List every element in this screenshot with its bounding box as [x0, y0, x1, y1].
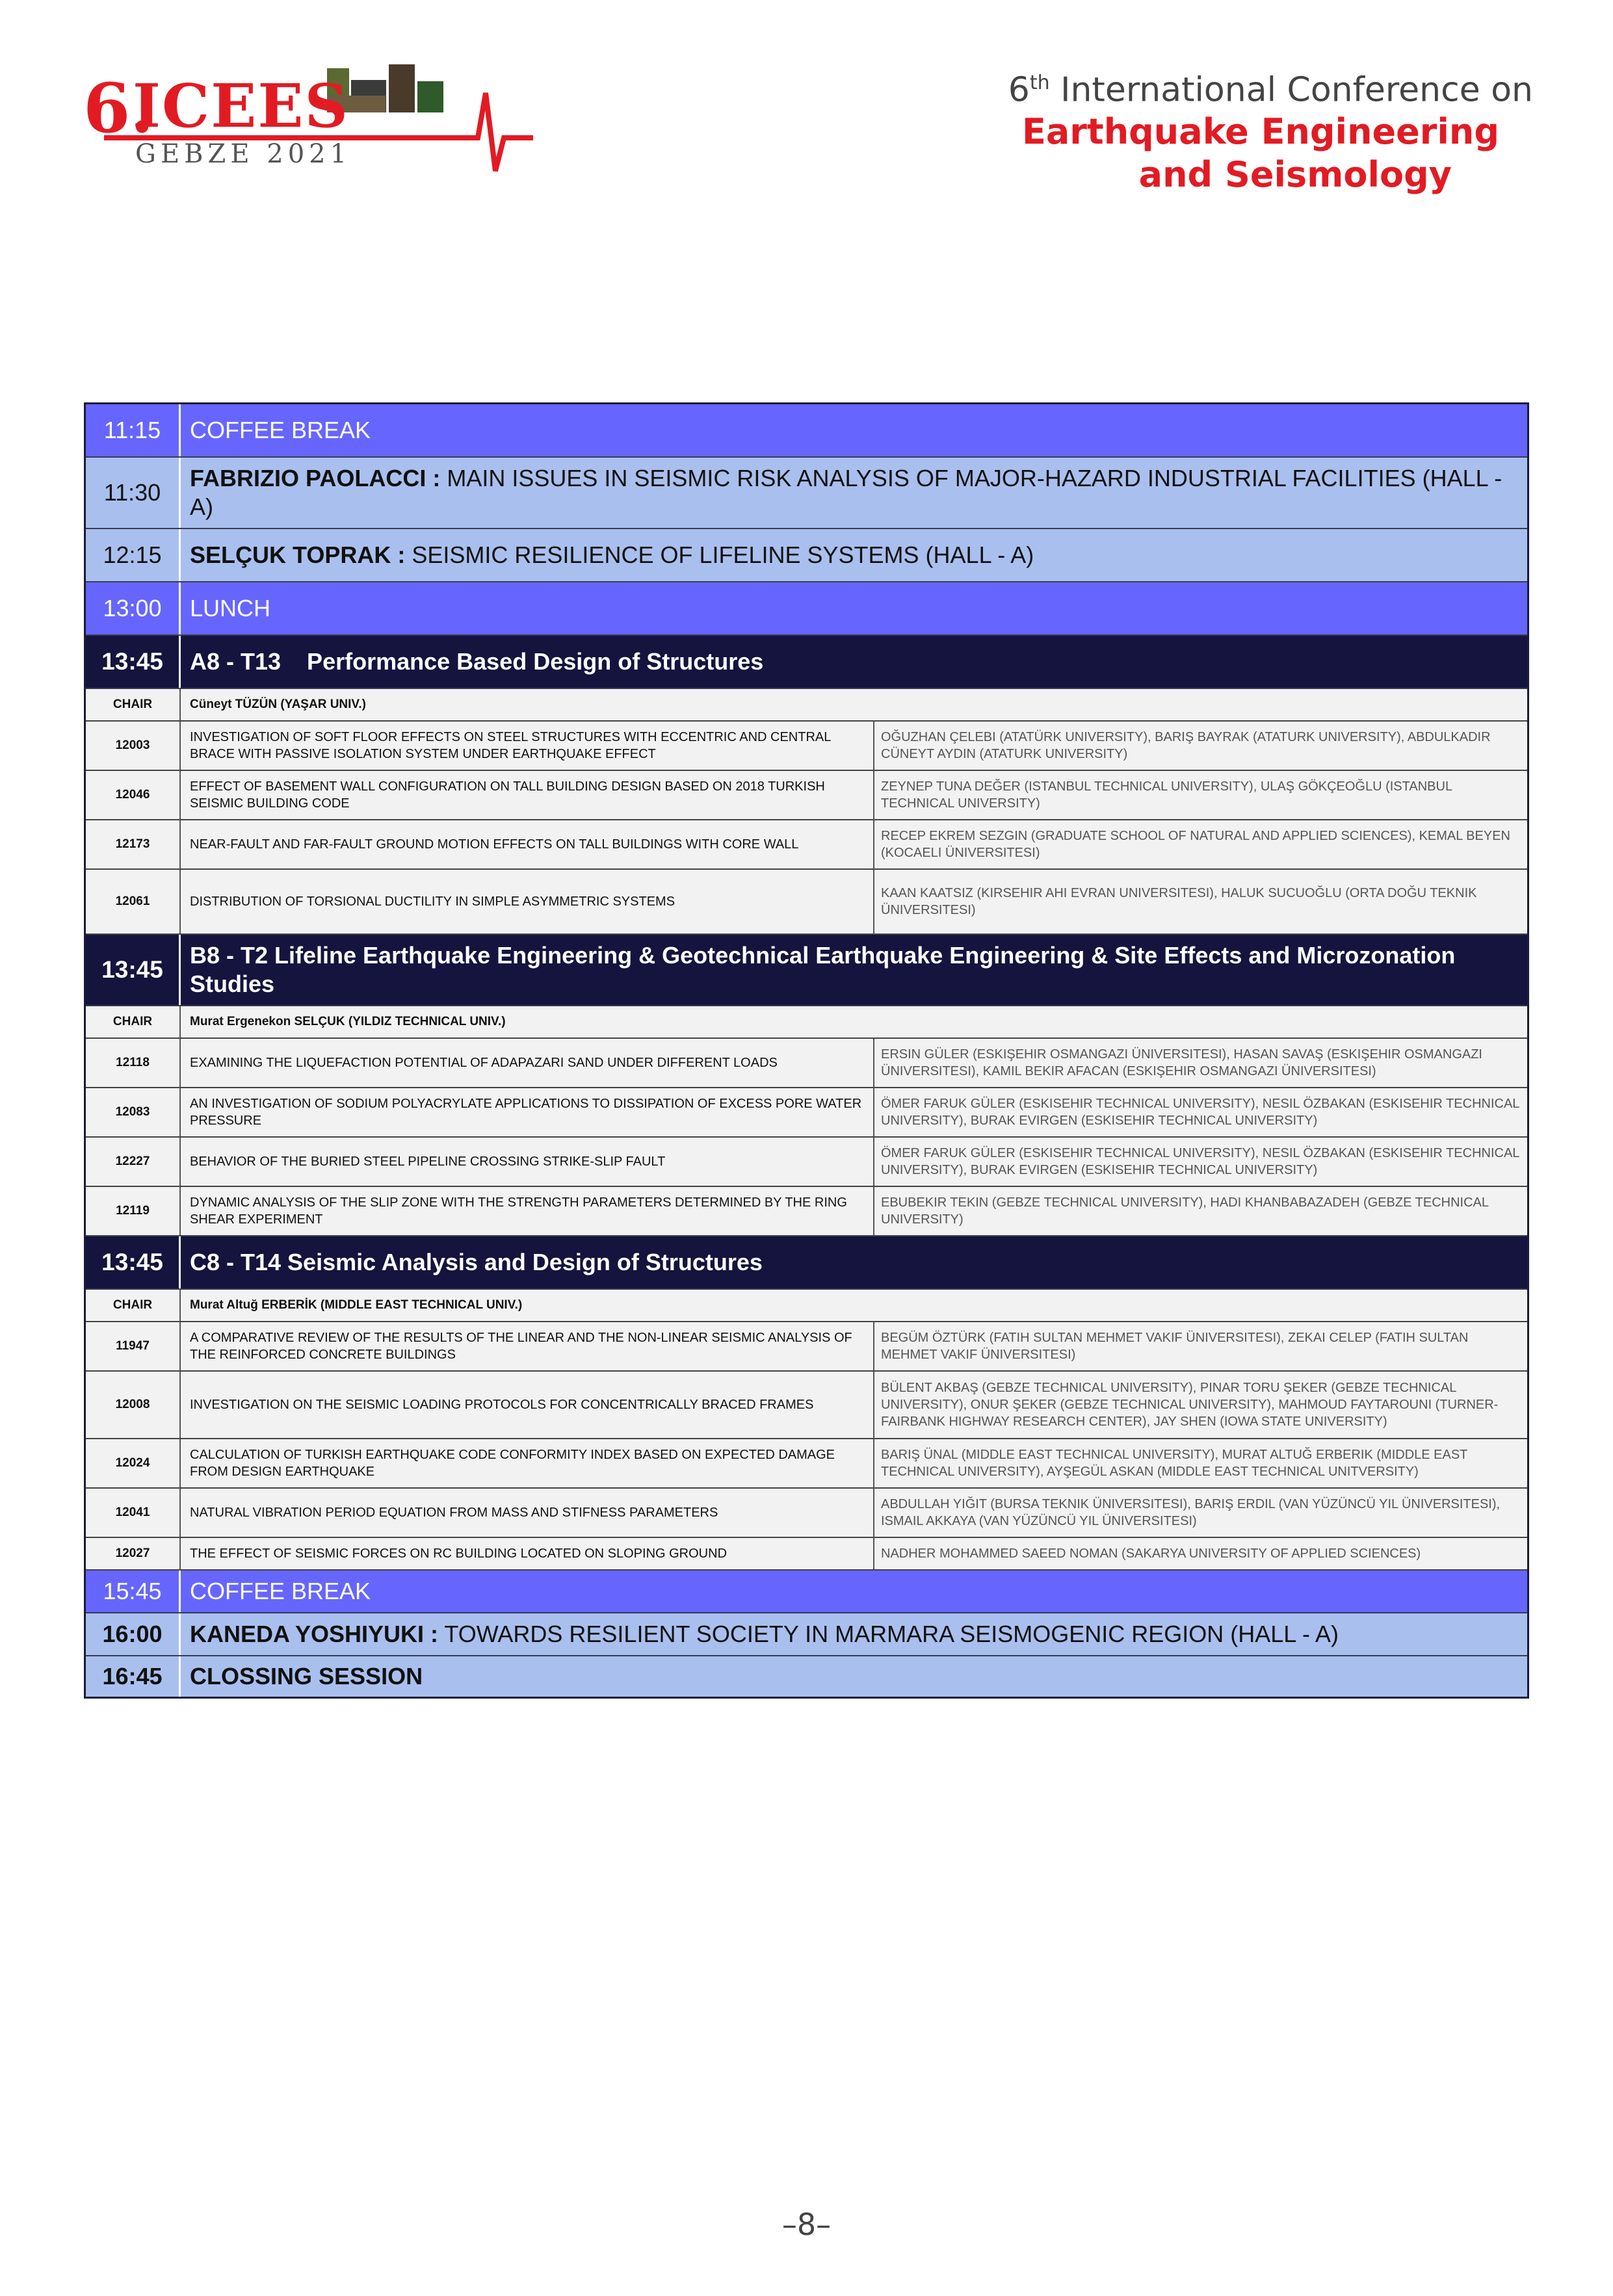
- coffee-break-row: [86, 404, 1527, 458]
- session-header-row: [86, 636, 1527, 689]
- paper-title: NATURAL VIBRATION PERIOD EQUATION FROM MASS AND STIFNESS PARAMETERS: [181, 1489, 874, 1537]
- time-cell: 13:45: [86, 935, 181, 1005]
- paper-authors: BARIŞ ÜNAL (MIDDLE EAST TECHNICAL UNIVERSITY), MURAT ALTUĞ ERBERIK (MIDDLE EAST TECHNICAL UNIVERSITY), AYŞEGÜL ASKAN (MIDDLE EAST TECHNICAL UNITVERSITY): [881, 1448, 1468, 1479]
- paper-title: EFFECT OF BASEMENT WALL CONFIGURATION ON TALL BUILDING DESIGN BASED ON 2018 TURKISH SEISMIC BUILDING CODE: [181, 771, 874, 819]
- keynote-row: [86, 458, 1527, 529]
- logo-number: 6.: [83, 68, 154, 148]
- break-label: COFFEE BREAK: [190, 1578, 371, 1604]
- paper-title: INVESTIGATION OF SOFT FLOOR EFFECTS ON STEEL STRUCTURES WITH ECCENTRIC AND CENTRAL BRACE WITH PASSIVE ISOLATION SYSTEM UNDER EARTHQUAKE EFFECT: [181, 722, 874, 770]
- paper-authors: NADHER MOHAMMED SAEED NOMAN (SAKARYA UNIVERSITY OF APPLIED SCIENCES): [881, 1546, 1421, 1561]
- session-header-row: [86, 1236, 1527, 1290]
- time-cell: 12:15: [86, 529, 181, 581]
- paper-row: [86, 1322, 1527, 1372]
- paper-title: THE EFFECT OF SEISMIC FORCES ON RC BUILDING LOCATED ON SLOPING GROUND: [181, 1538, 874, 1569]
- paper-id: 12173: [86, 820, 181, 868]
- page-number: –8–: [781, 2207, 832, 2242]
- break-label: LUNCH: [190, 595, 271, 621]
- session-header-row: [86, 935, 1527, 1006]
- keynote-row: [86, 529, 1527, 582]
- paper-authors: ZEYNEP TUNA DEĞER (ISTANBUL TECHNICAL UNIVERSITY), ULAŞ GÖKÇEOĞLU (ISTANBUL TECHNICAL UNIVERSITY): [881, 779, 1452, 811]
- conference-line3: and Seismology: [1138, 154, 1452, 196]
- schedule-table: [84, 402, 1529, 1699]
- paper-row: [86, 1088, 1527, 1138]
- paper-authors: RECEP EKREM SEZGIN (GRADUATE SCHOOL OF NATURAL AND APPLIED SCIENCES), KEMAL BEYEN (KOCAELI ÜNIVERSITESI): [881, 829, 1510, 860]
- chair-label: CHAIR: [86, 1006, 181, 1037]
- time-cell: 16:00: [86, 1613, 181, 1655]
- paper-row: [86, 1039, 1527, 1088]
- time-cell: 13:45: [86, 1236, 181, 1288]
- paper-title: BEHAVIOR OF THE BURIED STEEL PIPELINE CROSSING STRIKE-SLIP FAULT: [181, 1138, 874, 1186]
- paper-row: [86, 1187, 1527, 1236]
- chair-label: CHAIR: [86, 689, 181, 720]
- keynote-text: [181, 458, 1527, 528]
- paper-row: [86, 1372, 1527, 1439]
- paper-id: 12227: [86, 1138, 181, 1186]
- paper-authors: BEGÜM ÖZTÜRK (FATIH SULTAN MEHMET VAKIF ÜNIVERSITESI), ZEKAI CELEP (FATIH SULTAN MEHMET VAKIF ÜNIVERSITESI): [881, 1331, 1469, 1362]
- keynote-speaker: KANEDA YOSHIYUKI :: [190, 1621, 439, 1647]
- paper-authors: ABDULLAH YIĞIT (BURSA TEKNIK ÜNIVERSITESI), BARIŞ ERDIL (VAN YÜZÜNCÜ YIL ÜNIVERSITESI), ISMAIL AKKAYA (VAN YÜZÜNCÜ YIL ÜNIVERSITESI): [881, 1497, 1501, 1528]
- paper-row: [86, 1138, 1527, 1187]
- paper-row: [86, 771, 1527, 820]
- paper-authors: OĞUZHAN ÇELEBI (ATATÜRK UNIVERSITY), BARIŞ BAYRAK (ATATURK UNIVERSITY), ABDULKADIR CÜNEYT AYDIN (ATATURK UNIVERSITY): [881, 730, 1491, 761]
- logo-subtitle: GEBZE 2021: [135, 139, 352, 169]
- time-cell: 13:45: [86, 636, 181, 688]
- time-cell: 15:45: [86, 1571, 181, 1612]
- paper-title: INVESTIGATION ON THE SEISMIC LOADING PROTOCOLS FOR CONCENTRICALLY BRACED FRAMES: [181, 1372, 874, 1438]
- keynote-row: [86, 1613, 1527, 1656]
- chair-name: Cüneyt TÜZÜN (YAŞAR UNIV.): [190, 698, 366, 711]
- logo-name: ICEES: [133, 71, 349, 141]
- paper-title: DYNAMIC ANALYSIS OF THE SLIP ZONE WITH THE STRENGTH PARAMETERS DETERMINED BY THE RING SHEAR EXPERIMENT: [181, 1187, 874, 1235]
- paper-title: NEAR-FAULT AND FAR-FAULT GROUND MOTION EFFECTS ON TALL BUILDINGS WITH CORE WALL: [181, 820, 874, 868]
- paper-id: 12083: [86, 1088, 181, 1136]
- keynote-text: [181, 529, 1527, 581]
- paper-id: 12046: [86, 771, 181, 819]
- paper-row: [86, 870, 1527, 935]
- time-cell: 11:15: [86, 404, 181, 456]
- keynote-title: TOWARDS RESILIENT SOCIETY IN MARMARA SEISMOGENIC REGION (HALL - A): [438, 1621, 1339, 1647]
- paper-id: 12008: [86, 1372, 181, 1438]
- paper-row: [86, 722, 1527, 771]
- chair-name: Murat Altuğ ERBERİK (MIDDLE EAST TECHNICAL UNIV.): [190, 1298, 523, 1312]
- conference-title: [883, 62, 1533, 196]
- conference-line1: 6th International Conference on: [1008, 70, 1533, 110]
- closing-label: CLOSSING SESSION: [190, 1663, 423, 1689]
- paper-authors: ÖMER FARUK GÜLER (ESKISEHIR TECHNICAL UNIVERSITY), NESIL ÖZBAKAN (ESKISEHIR TECHNICAL UNIVERSITY), BURAK EVIRGEN (ESKISEHIR TECHNICAL UNIVERSITY): [881, 1146, 1519, 1177]
- chair-name: Murat Ergenekon SELÇUK (YILDIZ TECHNICAL UNIV.): [190, 1015, 506, 1028]
- icees-logo: [78, 62, 546, 185]
- paper-authors: ÖMER FARUK GÜLER (ESKISEHIR TECHNICAL UNIVERSITY), NESIL ÖZBAKAN (ESKISEHIR TECHNICAL UNIVERSITY), BURAK EVIRGEN (ESKISEHIR TECHNICAL UNIVERSITY): [881, 1097, 1519, 1128]
- chair-row: [86, 689, 1527, 722]
- paper-title: DISTRIBUTION OF TORSIONAL DUCTILITY IN SIMPLE ASYMMETRIC SYSTEMS: [181, 870, 874, 933]
- paper-row: [86, 1538, 1527, 1571]
- paper-authors: ERSIN GÜLER (ESKIŞEHIR OSMANGAZI ÜNIVERSITESI), HASAN SAVAŞ (ESKIŞEHIR OSMANGAZI ÜNIVERSITESI), KAMIL BEKIR AFACAN (ESKIŞEHIR OSMANGAZI ÜNIVERSITESI): [881, 1047, 1482, 1078]
- paper-id: 11947: [86, 1322, 181, 1370]
- lunch-row: [86, 582, 1527, 636]
- session-title: C8 - T14 Seismic Analysis and Design of Structures: [190, 1249, 763, 1275]
- paper-id: 12118: [86, 1039, 181, 1087]
- time-cell: 13:00: [86, 582, 181, 634]
- paper-row: [86, 820, 1527, 870]
- paper-id: 12003: [86, 722, 181, 770]
- keynote-title: MAIN ISSUES IN SEISMIC RISK ANALYSIS OF MAJOR-HAZARD INDUSTRIAL FACILITIES (HALL - A): [190, 465, 1502, 520]
- paper-title: AN INVESTIGATION OF SODIUM POLYACRYLATE APPLICATIONS TO DISSIPATION OF EXCESS PORE WATER PRESSURE: [181, 1088, 874, 1136]
- closing-row: [86, 1656, 1527, 1697]
- paper-row: [86, 1439, 1527, 1489]
- session-title: A8 - T13 Performance Based Design of Structures: [190, 648, 764, 675]
- paper-title: A COMPARATIVE REVIEW OF THE RESULTS OF THE LINEAR AND THE NON-LINEAR SEISMIC ANALYSIS OF THE REINFORCED CONCRETE BUILDINGS: [181, 1322, 874, 1370]
- keynote-text: [181, 1613, 1527, 1655]
- keynote-speaker: SELÇUK TOPRAK :: [190, 541, 406, 568]
- paper-authors: KAAN KAATSIZ (KIRSEHIR AHI EVRAN UNIVERSITESI), HALUK SUCUOĞLU (ORTA DOĞU TEKNIK ÜNIVERSITESI): [881, 886, 1477, 917]
- keynote-speaker: FABRIZIO PAOLACCI :: [190, 465, 441, 491]
- paper-id: 12061: [86, 870, 181, 933]
- paper-title: EXAMINING THE LIQUEFACTION POTENTIAL OF ADAPAZARI SAND UNDER DIFFERENT LOADS: [181, 1039, 874, 1087]
- chair-label: CHAIR: [86, 1290, 181, 1321]
- time-cell: 11:30: [86, 458, 181, 528]
- paper-authors: EBUBEKIR TEKIN (GEBZE TECHNICAL UNIVERSITY), HADI KHANBABAZADEH (GEBZE TECHNICAL UNIVERSITY): [881, 1195, 1489, 1227]
- paper-row: [86, 1489, 1527, 1538]
- paper-authors: BÜLENT AKBAŞ (GEBZE TECHNICAL UNIVERSITY), PINAR TORU ŞEKER (GEBZE TECHNICAL UNIVERSITY), ONUR ŞEKER (GEBZE TECHNICAL UNIVERSITY), MAHMOUD FAYTAROUNI (TURNER-FAIRBANK HIGHWAY RESEARCH CENTER), JAY SHEN (IOWA STATE UNIVERSITY): [881, 1381, 1499, 1429]
- break-label: COFFEE BREAK: [190, 417, 371, 443]
- paper-title: CALCULATION OF TURKISH EARTHQUAKE CODE CONFORMITY INDEX BASED ON EXPECTED DAMAGE FROM DESIGN EARTHQUAKE: [181, 1439, 874, 1487]
- session-title: B8 - T2 Lifeline Earthquake Engineering & Geotechnical Earthquake Engineering & Site Effects and Microzonation Studies: [190, 942, 1456, 997]
- paper-id: 12119: [86, 1187, 181, 1235]
- time-cell: 16:45: [86, 1656, 181, 1697]
- keynote-title: SEISMIC RESILIENCE OF LIFELINE SYSTEMS (HALL - A): [405, 541, 1034, 568]
- coffee-break-row: [86, 1571, 1527, 1613]
- conference-line2: Earthquake Engineering: [1021, 111, 1499, 153]
- chair-row: [86, 1006, 1527, 1039]
- paper-id: 12027: [86, 1538, 181, 1569]
- chair-row: [86, 1290, 1527, 1322]
- paper-id: 12041: [86, 1489, 181, 1537]
- paper-id: 12024: [86, 1439, 181, 1487]
